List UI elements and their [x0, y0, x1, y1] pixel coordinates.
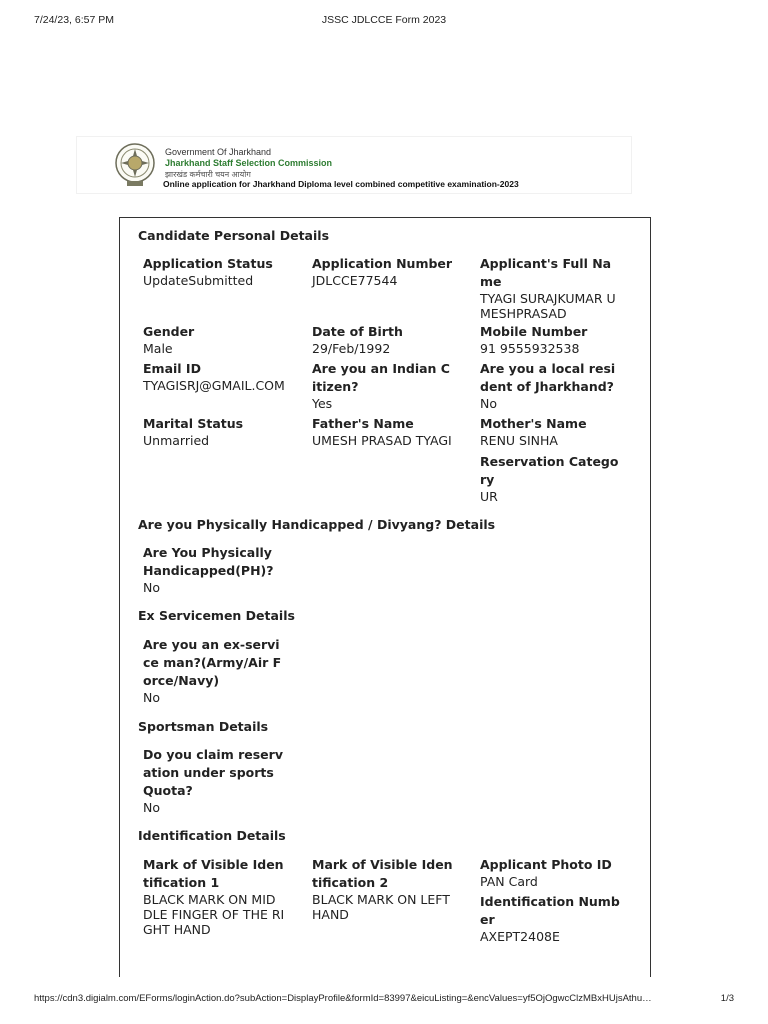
email-field — [143, 360, 285, 393]
marital-status-field — [143, 415, 285, 448]
mother-name-field — [480, 415, 622, 448]
mobile-label: Mobile Number — [480, 324, 588, 339]
mark1-field — [143, 856, 285, 937]
sports-section-title: Sportsman Details — [138, 719, 269, 734]
local-resident-value: No — [480, 396, 497, 411]
print-doc-title: JSSC JDLCCE Form 2023 — [321, 14, 447, 26]
exservice-field — [143, 636, 285, 705]
exservice-section-title: Ex Servicemen Details — [138, 608, 295, 623]
full-name-field — [480, 255, 622, 321]
full-name-label: Applicant's Full Name — [480, 256, 612, 289]
application-status-label: Application Status — [143, 256, 273, 271]
sports-field — [143, 746, 285, 815]
application-status-value: UpdateSubmitted — [143, 273, 254, 288]
indian-citizen-field — [312, 360, 454, 411]
mother-name-label: Mother's Name — [480, 416, 587, 431]
application-number-value: JDLCCE77544 — [312, 273, 398, 288]
exservice-label: Are you an ex-service man?(Army/Air Force/Navy) — [143, 637, 282, 688]
photo-id-label: Applicant Photo ID — [480, 857, 612, 872]
mobile-field — [480, 323, 622, 356]
print-datetime: 7/24/23, 6:57 PM — [34, 14, 114, 26]
local-resident-field — [480, 360, 622, 411]
gender-field — [143, 323, 285, 356]
email-label: Email ID — [143, 361, 201, 376]
photo-id-value: PAN Card — [480, 874, 538, 889]
id-number-value: AXEPT2408E — [480, 929, 560, 944]
photo-id-field — [480, 856, 622, 889]
application-form — [119, 217, 651, 977]
indian-citizen-label: Are you an Indian Citizen? — [312, 361, 450, 394]
gender-value: Male — [143, 341, 173, 356]
dob-field — [312, 323, 454, 356]
print-footer — [34, 993, 734, 1007]
mark2-value: BLACK MARK ON LEFT HAND — [312, 892, 450, 922]
application-number-field — [312, 255, 454, 288]
dob-label: Date of Birth — [312, 324, 403, 339]
banner-government: Government Of Jharkhand — [165, 147, 272, 157]
jharkhand-emblem-icon — [113, 141, 157, 189]
mark2-label: Mark of Visible Identification 2 — [312, 857, 453, 890]
print-header — [34, 14, 734, 30]
dob-value: 29/Feb/1992 — [312, 341, 391, 356]
sports-label: Do you claim reservation under sports Quota? — [143, 747, 283, 798]
indian-citizen-value: Yes — [312, 396, 333, 411]
marital-status-label: Marital Status — [143, 416, 244, 431]
print-page-number: 1/3 — [720, 993, 734, 1004]
sports-value: No — [143, 800, 160, 815]
application-status-field — [143, 255, 285, 288]
ph-field — [143, 544, 285, 595]
gender-label: Gender — [143, 324, 195, 339]
mobile-value: 91 9555932538 — [480, 341, 580, 356]
mark2-field — [312, 856, 454, 922]
reservation-label: Reservation Category — [480, 454, 619, 487]
banner-commission-hindi: झारखंड कर्मचारी चयन आयोग — [165, 170, 251, 179]
application-number-label: Application Number — [312, 256, 453, 271]
full-name-value: TYAGI SURAJKUMAR UMESHPRASAD — [480, 291, 616, 321]
mother-name-value: RENU SINHA — [480, 433, 558, 448]
ph-value: No — [143, 580, 160, 595]
ph-label: Are You Physically Handicapped(PH)? — [143, 545, 274, 578]
id-number-field — [480, 893, 622, 944]
father-name-field — [312, 415, 454, 448]
print-url[interactable]: https://cdn3.digialm.com/EForms/loginAction.do?subAction=DisplayProfile&formId=83997&eicuListing=&encValues=yf5OjOgwcClzMBxHUjsAthu… — [34, 993, 652, 1004]
ph-section-title: Are you Physically Handicapped / Divyang? Details — [138, 517, 496, 532]
reservation-value: UR — [480, 489, 498, 504]
mark1-label: Mark of Visible Identification 1 — [143, 857, 284, 890]
father-name-label: Father's Name — [312, 416, 414, 431]
marital-status-value: Unmarried — [143, 433, 210, 448]
father-name-value: UMESH PRASAD TYAGI — [312, 433, 452, 448]
reservation-field — [480, 453, 622, 504]
email-value: TYAGISRJ@GMAIL.COM — [143, 378, 285, 393]
local-resident-label: Are you a local resident of Jharkhand? — [480, 361, 616, 394]
exservice-value: No — [143, 690, 160, 705]
mark1-value: BLACK MARK ON MIDDLE FINGER OF THE RIGHT HAND — [143, 892, 285, 937]
identification-section-title: Identification Details — [138, 828, 286, 843]
banner-commission: Jharkhand Staff Selection Commission — [165, 158, 333, 168]
banner-exam-title: Online application for Jharkhand Diploma level combined competitive examination-2023 — [163, 179, 519, 189]
commission-banner — [76, 136, 632, 194]
personal-section-title: Candidate Personal Details — [138, 228, 330, 243]
id-number-label: Identification Number — [480, 894, 620, 927]
